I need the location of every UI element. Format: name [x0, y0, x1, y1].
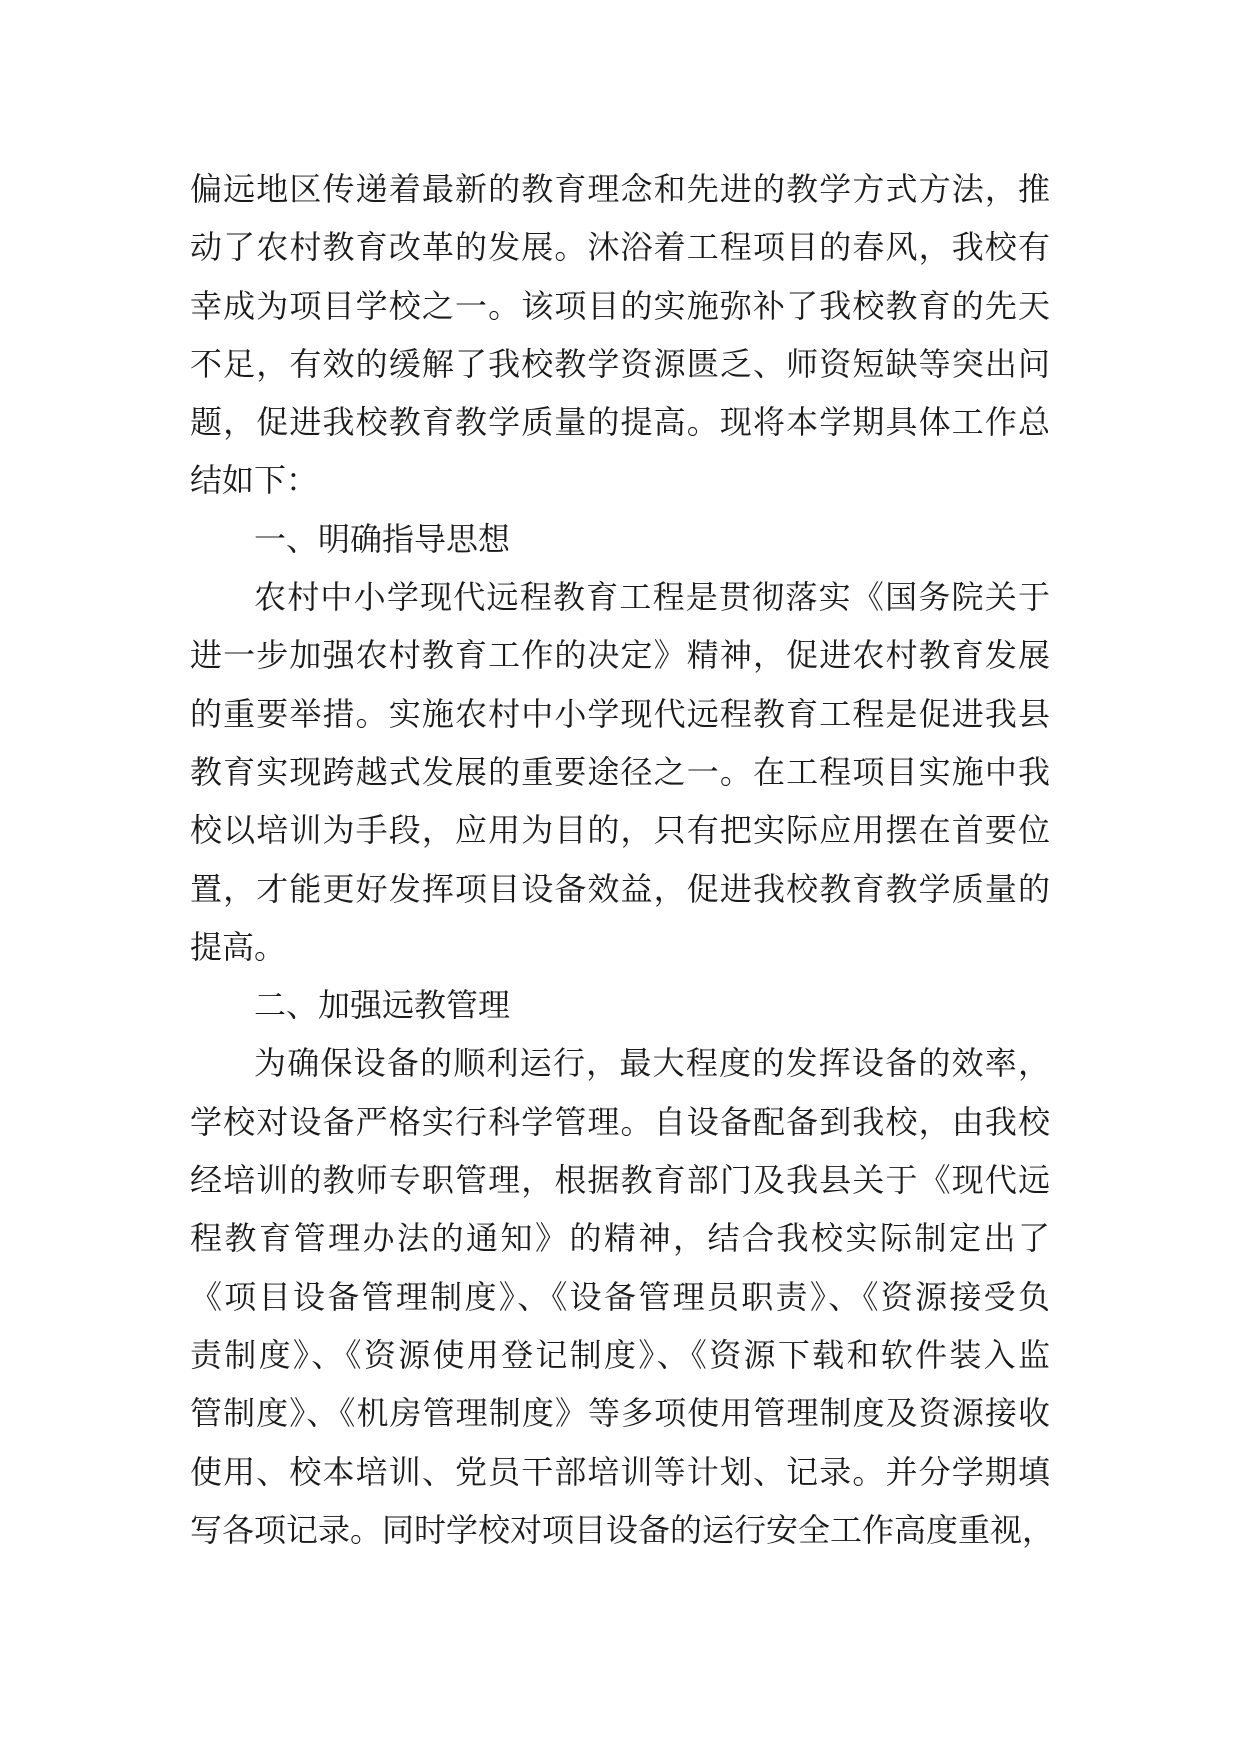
section-2-line-4: 程教育管理办法的通知》的精神，结合我校实际制定出了: [190, 1219, 1050, 1258]
section-heading-2: 二、加强远教管理: [254, 986, 511, 1025]
section-2-line-5: 《项目设备管理制度》、《设备管理员职责》、《资源接受负: [190, 1277, 1050, 1316]
intro-line-5: 题，促进我校教育教学质量的提高。现将本学期具体工作总: [190, 403, 1050, 442]
document-body: [190, 160, 1055, 1559]
section-2-line-8: 使用、校本培训、党员干部培训等计划、记录。并分学期填: [190, 1452, 1050, 1491]
section-2-line-1: 为确保设备的顺利运行，最大程度的发挥设备的效率，: [254, 1044, 1050, 1083]
section-1-line-2: 进一步加强农村教育工作的决定》精神，促进农村教育发展: [190, 636, 1050, 675]
intro-line-1: 偏远地区传递着最新的教育理念和先进的教学方式方法，推: [190, 170, 1050, 208]
section-1-line-7: 提高。: [190, 927, 287, 966]
section-2-line-3: 经培训的教师专职管理，根据教育部门及我县关于《现代远: [190, 1161, 1050, 1200]
section-1-line-1: 农村中小学现代远程教育工程是贯彻落实《国务院关于: [254, 578, 1050, 617]
intro-line-3: 幸成为项目学校之一。该项目的实施弥补了我校教育的先天: [190, 286, 1050, 325]
section-2-line-2: 学校对设备严格实行科学管理。自设备配备到我校，由我校: [190, 1102, 1050, 1141]
section-1-line-4: 教育实现跨越式发展的重要途径之一。在工程项目实施中我: [190, 752, 1050, 791]
section-heading-1: 一、明确指导思想: [254, 519, 511, 558]
section-2-line-6: 责制度》、《资源使用登记制度》、《资源下载和软件装入监: [190, 1335, 1050, 1374]
section-1-line-3: 的重要举措。实施农村中小学现代远程教育工程是促进我县: [190, 694, 1050, 733]
intro-line-4: 不足，有效的缓解了我校教学资源匮乏、师资短缺等突出问: [190, 344, 1050, 383]
section-1-line-6: 置，才能更好发挥项目设备效益，促进我校教育教学质量的: [190, 869, 1050, 908]
section-2-line-9: 写各项记录。同时学校对项目设备的运行安全工作高度重视，: [190, 1510, 1055, 1549]
intro-line-6: 结如下：: [190, 461, 319, 500]
section-1-line-5: 校以培训为手段，应用为目的，只有把实际应用摆在首要位: [190, 811, 1050, 850]
intro-line-2: 动了农村教育改革的发展。沐浴着工程项目的春风，我校有: [190, 228, 1050, 267]
section-2-line-7: 管制度》、《机房管理制度》等多项使用管理制度及资源接收: [190, 1394, 1050, 1433]
